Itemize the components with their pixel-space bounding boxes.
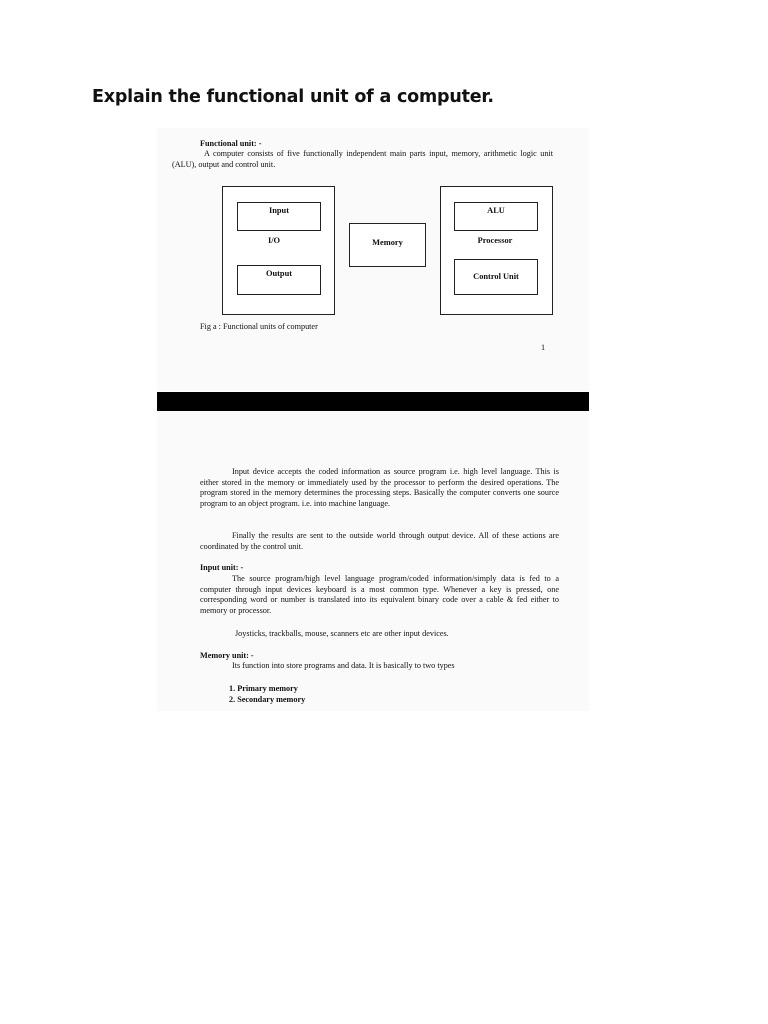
processor-label: Processor: [477, 236, 513, 245]
input-device-paragraph: Input device accepts the coded information as source program i.e. high level language. This is either stored in the memory or immediately used by the processor to perform the desired operations. The program stored in the memory determines the processing steps. Basically the computer converts one source program to an object program. i.e. into machine language.: [200, 467, 559, 508]
functional-unit-title: Functional unit: -: [200, 139, 262, 148]
output-paragraph: Finally the results are sent to the outside world through output device. All of these actions are coordinated by the control unit.: [200, 531, 559, 551]
page-heading: Explain the functional unit of a computer.: [92, 87, 494, 107]
memory-types-list: [229, 683, 305, 705]
functional-unit-intro: A computer consists of five functionally independent main parts input, memory, arithmetic logic unit (ALU), output and control unit.: [172, 149, 553, 169]
input-unit-title: Input unit: -: [200, 563, 244, 572]
input-box: [237, 202, 321, 231]
control-unit-label: Control Unit: [473, 272, 519, 281]
input-devices-line: Joysticks, trackballs, mouse, scanners etc are other input devices.: [235, 629, 449, 638]
scanned-page-1: [157, 128, 589, 391]
output-label: Output: [265, 269, 293, 278]
page-separator-bar: [157, 392, 589, 411]
output-box: [237, 265, 321, 295]
input-label: Input: [268, 206, 290, 215]
figure-caption: Fig a : Functional units of computer: [200, 322, 318, 331]
memory-box: [349, 223, 426, 267]
scanned-page-2: [157, 411, 589, 711]
alu-label: ALU: [487, 206, 505, 215]
input-unit-paragraph: The source program/high level language program/coded information/simply data is fed to a computer through input devices keyboard is a most common type. Whenever a key is pressed, one corresponding word or number is translated into its equivalent binary code over a cable & fed either to memory or processor.: [200, 574, 559, 615]
list-item: 1. Primary memory: [229, 684, 298, 693]
page-number: 1: [541, 343, 546, 352]
memory-unit-title: Memory unit: -: [200, 651, 254, 660]
io-label: I/O: [267, 236, 281, 245]
list-item: 2. Secondary memory: [229, 695, 306, 704]
control-unit-box: [454, 259, 538, 295]
memory-unit-paragraph: Its function into store programs and data. It is basically to two types: [232, 661, 455, 670]
memory-label: Memory: [372, 238, 403, 247]
alu-box: [454, 202, 538, 231]
